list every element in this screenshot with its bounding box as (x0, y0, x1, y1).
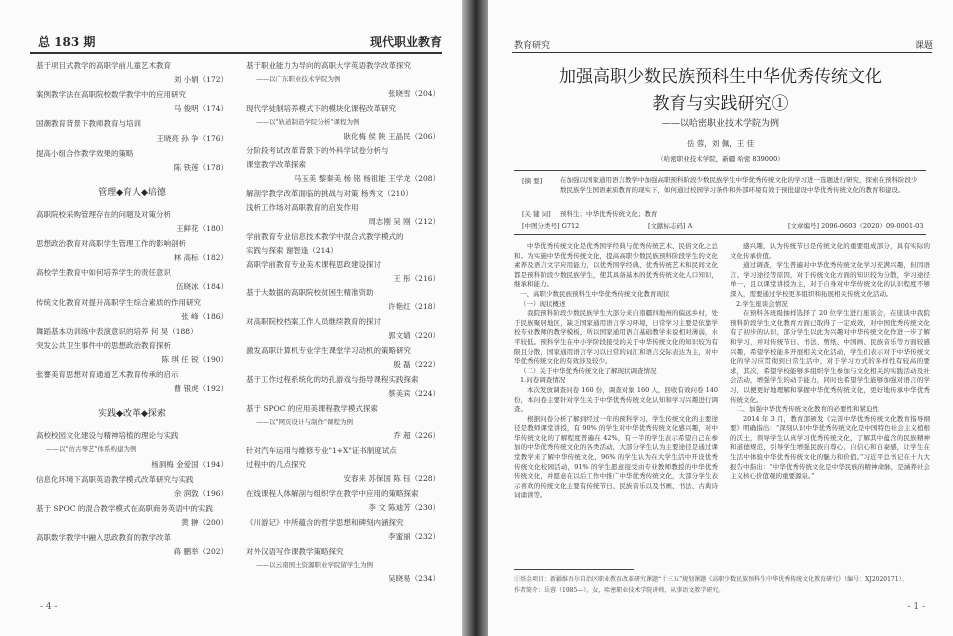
toc-entry-title: 对高职院校档案工作人员继续教育的探讨 (246, 317, 381, 327)
toc-entry-title: 《川游记》中所蕴含的哲学思想和碑刻内涵探究 (246, 517, 404, 527)
toc-entry-title: 突发公共卫生事件中的思想政治教育探析 (36, 340, 171, 350)
toc-entry-title: 高职院校采购管理存在的问题及对策分析 (36, 209, 171, 219)
article-title-line2: 教育与实践研究① (652, 94, 789, 114)
toc-author: 曹 银虎（192） (173, 384, 228, 394)
body-paragraph: 本次发放调查问卷 160 份，调查对象 160 人，回收有效问卷 140 份，本问卷主要针对学生关于中华优秀传统文化认知和学习兴趣进行调查。 (514, 385, 718, 414)
toc-entry-title: 激发高职计算机专业学生课堂学习动机的策略研究 (246, 346, 411, 355)
toc-entry-title: 学前教育专业信息技术教学中混合式教学模式的 (246, 231, 404, 241)
body-heading: 一、高职少数民族预科生中华优秀传统文化教育现状 (520, 289, 670, 298)
body-heading: 2.学生座谈会情况 (736, 299, 788, 308)
toc-entry-title: 在线课程人体解剖与组织学在教学中应用的策略探索 (246, 489, 419, 498)
toc-subtitle: ——以"仿古琴艺"体系构建为例 (46, 445, 137, 454)
toc-author: 蒋 鹏举（202） (173, 547, 228, 557)
toc-entry-title: 基于大数据的高职院校贫困生精准资助 (246, 288, 374, 298)
footnote-2: 作者简介：岳蓉（1985—），女，哈密职业技术学院讲师，从事语文教学研究。 (514, 587, 725, 594)
body-paragraph: 感兴趣，认为传统节日是传统文化的重要组成部分，具有实际的文化传承价值。 (730, 242, 930, 260)
article-subtitle: ——以哈密职业技术学院为例 (661, 119, 779, 129)
toc-author: 李蜜丽（232） (388, 531, 440, 541)
toc-entry-title: 课堂教学改革探索 (246, 160, 306, 170)
footnote-rule (514, 569, 634, 570)
toc-author: 许艳红（218） (388, 302, 440, 312)
body-heading: 二、加强中华优秀传统文化教育的必要性和紧迫性 (736, 405, 879, 414)
body-paragraph: 通过调查，学生普遍对中华优秀传统文化学习充满兴趣，但因语言、学习途径等原因，对于传统文化方面的知识较为分散，学习途径单一，且以课堂讲授为主，对于自身对中华传统文化的认识程度不够深入，需要通过学校更多组织和拓展相关传统文化活动。 (730, 261, 930, 298)
toc-author: 吴晓易（234） (388, 574, 440, 584)
body-column-1 (514, 242, 718, 501)
toc-author: 周志刚 吴 刚（212） (368, 216, 440, 226)
toc-entry-title: 高校学生教育中如何培养学生的责任意识 (36, 268, 171, 278)
toc-subtitle: ——以"轨道制造学院分析"课程为例 (256, 117, 360, 126)
toc-author: 郭文婧（220） (388, 331, 440, 341)
toc-entry-title: 思想政治教育对高职学生管理工作的影响剖析 (36, 239, 186, 249)
toc-author: 李 文 陈迪芳（230） (368, 502, 440, 512)
footnote-1: ①基金项目：新疆维吾尔自治区职业教育改革研究课题“十三五”规划课题《高职少数民族预科生中华优秀传统文化教育研究》（编号：XJ2020171）。 (514, 576, 908, 583)
toc-author: 王鲜花（180） (176, 224, 228, 233)
toc-entry-title: 张謇美育思想对育通道艺术教育传承的启示 (36, 370, 179, 379)
toc-author: 黄 翀（200） (181, 517, 228, 527)
toc-author: 安春来 苏保国 陈 钰（228） (343, 474, 440, 484)
journal-name: 现代职业教育 (369, 35, 442, 49)
authors: 岳 蓉，刘 佩，王 佳 (686, 139, 755, 148)
toc-author: 伍晓冰（184） (176, 282, 228, 292)
toc-author: 王晓亮 孙 争（176） (156, 133, 228, 143)
toc-author: 陈 琪 任 锐（190） (161, 354, 228, 364)
toc-entry-title: 国潮教育背景下教师教育与培训 (36, 119, 141, 129)
toc-section-heading: 管理◆育人◆培德 (98, 187, 166, 198)
toc-author: 张晓雪（204） (388, 88, 440, 98)
toc-entry-title: 信息化环境下高职英语教学模式改革研究与实践 (36, 474, 194, 484)
toc-entry-title: 高职学前教育专业美术课程思政建设探讨 (246, 259, 381, 269)
toc-entry-title: 基于项目式教学的高职学前儿童艺术教育 (36, 61, 171, 70)
toc-subtitle: ——以云南国土资源职业学院留学生为例 (256, 560, 373, 569)
toc-subtitle: ——以"网页设计与制作"课程为例 (256, 417, 353, 426)
abstract-label: [摘 要] (522, 177, 543, 185)
toc-author: 耿化梅 侯 陕 王晶民（206） (343, 131, 440, 141)
book-gutter (462, 0, 488, 636)
header-rule-right (512, 52, 932, 53)
toc-subtitle: ——以广东职业技术学院为例 (256, 74, 341, 83)
body-heading: （一）现状概述 (520, 299, 566, 308)
toc-author: 杨洞梅 金爱国（194） (151, 459, 228, 469)
toc-author: 马 俊明（174） (173, 104, 228, 114)
body-paragraph: 中华优秀传统文化是优秀国学经典与优秀传统艺术、民俗文化之总和。为实施中华优秀传统文化，提高高职少数民族预科阶段学生的文化素养及语言文字应用能力，以优秀国学经典、优秀传统艺术和民间文化都是预科阶段少数民族学生，使其具备基本的优秀传统文化人口知识，继承和能力。 (514, 242, 718, 289)
toc-author: 余 润敦（196） (173, 488, 228, 498)
toc-section-heading: 实践◆改革◆探索 (98, 409, 166, 420)
toc-entry-title: 解剖学教学改革面临的挑战与对策 杨秀文（210） (246, 189, 413, 199)
toc-entry-title: 实践与探索 谢智逢（214） (246, 245, 338, 255)
toc-entry-title: 现代学徒制培养模式下的模块化课程改革研究 (246, 103, 396, 113)
toc-entry-title: 基于职业能力为导向的高职大学英语教学改革探究 (246, 61, 411, 70)
body-heading: （二）关于中华优秀传统文化了解现状调查情况 (520, 366, 657, 375)
affiliation: （哈密职业技术学院，新疆 哈密 839000） (657, 155, 784, 163)
issue-number: 总 183 期 (38, 35, 96, 49)
body-paragraph: 在预科各班级抽样选择了 20 位学生进行座谈会，在座谈中我院预科阶段学生文化教育方面已取得了一定成效，对中国优秀传统文化有了初步的认识，部分学生以此为兴趣对中华传统文化作进一步了解和学习，并对传统节日、书法、剪纸、中国画、民族音乐等方面较感兴趣，希望学校能多开展相关文化活动，学生们表示对于中华传统文化的学习应贯彻到日常生活中，对于学习方式的多样性有较高的要求，其次，希望学校能够多组织学生参加与文化相关的实践活动及社会活动，增强学生的动手能力，同时也希望学生能够加强对语言的学习，以便更好地理解和掌握中华优秀传统文化，更好地传承中华优秀传统文化。 (730, 309, 930, 404)
clc-number: [中图分类号] G712 (522, 222, 580, 230)
toc-author: 陈 铁莲（178） (173, 162, 228, 172)
toc-entry-title: 基于 SPOC 的混合教学模式在高职商务英语中的实践 (36, 503, 213, 513)
body-paragraph: 我院预科阶段少数民族学生大部分来自南疆四地州的偏远乡村，处于民族聚居地区，缺乏国家通用语言学习环境，日常学习主要是依靠学校专业教师的教学模板，所以国家通用语言基础教学来说相对薄弱，水平较低。预科学生在中小学阶段接受的关于中华传统文化的知识较为有限且分散，国家通用语言学习以日常的词汇和语言交际表达为主，对中华优秀传统文化的有效涉及较少。 (514, 309, 718, 366)
left-page (0, 0, 462, 636)
toc-entry-title: 高职数学教学中融入思政教育的教学改革 (36, 533, 171, 542)
keywords: 预科生；中华优秀传统文化；教育 (560, 210, 658, 218)
abstract-text: 在加强以国家通用语言教学中加强高职预科阶段少数民族学生中华优秀传统文化的学习进一选题进行研究，探索在预科阶段少数民族学生国语素质教育的现实下，如何通过校园学习条件和外部环境有效于预批建设中华优秀传统文化的教育和建设。 (560, 176, 918, 194)
article-title-line1: 加强高职少数民族预科生中华优秀传统文化 (559, 67, 882, 87)
toc-entry-title: 分阶段考试改革背景下的外科学试卷分析与 (246, 146, 389, 156)
toc-entry-title: 舞蹈基本功训练中表演意识的培养 何 昊（188） (36, 326, 198, 336)
toc-author: 王 彤（216） (393, 273, 440, 283)
toc-author: 蔡美宾（224） (388, 388, 440, 398)
toc-entry-title: 基于工作过程系统化的坊孔游戏与指导课程实践探索 (246, 374, 419, 384)
header-rule (30, 52, 442, 54)
toc-entry-title: 提高小组合作教学效果的策略 (36, 148, 134, 158)
keywords-label: [关 键 词] (522, 210, 551, 218)
body-column-2 (730, 242, 930, 482)
toc-author: 马玉美 黎秦美 杨 铭 杨祖能 王学龙（208） (293, 174, 440, 184)
toc-author: 刘 小娟（172） (173, 75, 228, 85)
article-number: [文章编号] 2096-0603（2020）09-0001-03 (788, 222, 924, 230)
toc-entry-title: 针对汽车运用与维修专业"1+X"证书制度试点 (246, 446, 397, 456)
toc-author: 乔 超（226） (393, 431, 440, 441)
toc-entry-title: 对外汉语写作课教学策略探究 (246, 546, 344, 556)
toc-author: 张 峰（186） (181, 311, 228, 321)
document-code: [文献标志码] A (648, 222, 693, 230)
toc-entry-title: 高校校园文化建设与精神培植的理论与实践 (36, 431, 179, 441)
toc-author: 林 高标（182） (173, 253, 228, 263)
body-paragraph: 2014 年 3 月，教育部颁发《完善中华优秀传统文化教育指导纲要》明确指出：“深刻认识中华优秀传统文化是中国特色社会主义植根的沃土，领导学生认真学习优秀传统文化，了解其中蕴含的民族精神和道德规范，引导学生增强民族自尊心、自信心和自豪感，让学生在生活中体验中华优秀传统文化的魅力和价值。”习近平总书记在十九大报告中指出：“中华优秀传统文化是中华民族的精神命脉，是涵养社会主义核心价值观的重要源泉。” (730, 414, 930, 481)
toc-entry-title: 案例教学法在高职院校数学教学中的应用研究 (36, 90, 186, 100)
right-page (488, 0, 953, 636)
body-paragraph: 根据问卷分析了解到经过一年的预科学习，学生传统文化的主要途径是教师课堂讲授，有 90% 的学生对中华优秀传统文化感兴趣，对中华传统文化的了解程度普遍在 42%，有一半的学生表示希望自己在参加的中华优秀传统文化的各类活动，大部分学生认为主要途径是通过课堂教学来了解中华传统文化，96% 的学生认为在大学生活中开设优秀传统文化校园活动，91% 的学生愿意接受由专业教师教授的中华优秀传统文化，并愿意在以后工作中推广中华优秀传统文化，大部分学生表示喜欢的传统文化主要有传统节日、民族音乐以及书画、书法、古典诗词诵读等。 (514, 414, 718, 500)
page-number-right: - 1 - (907, 602, 925, 612)
section-label: 教育研究 (514, 41, 551, 51)
toc-entry-title: 浅析工作场对高职教育的启发作用 (246, 203, 359, 212)
page-number-left: - 4 - (40, 602, 58, 612)
toc-entry-title: 传统文化教育对提升高职学生综合素质的作用研究 (36, 297, 201, 307)
tag-label: 课题 (914, 41, 933, 51)
toc-entry-title: 基于 SPOC 的应用美课程教学模式探索 (246, 403, 378, 413)
toc-author: 殷 磊（222） (393, 359, 440, 369)
toc-entry-title: 过程中的几点探究 (246, 460, 306, 470)
body-heading: 1.问卷调查情况 (520, 376, 566, 385)
